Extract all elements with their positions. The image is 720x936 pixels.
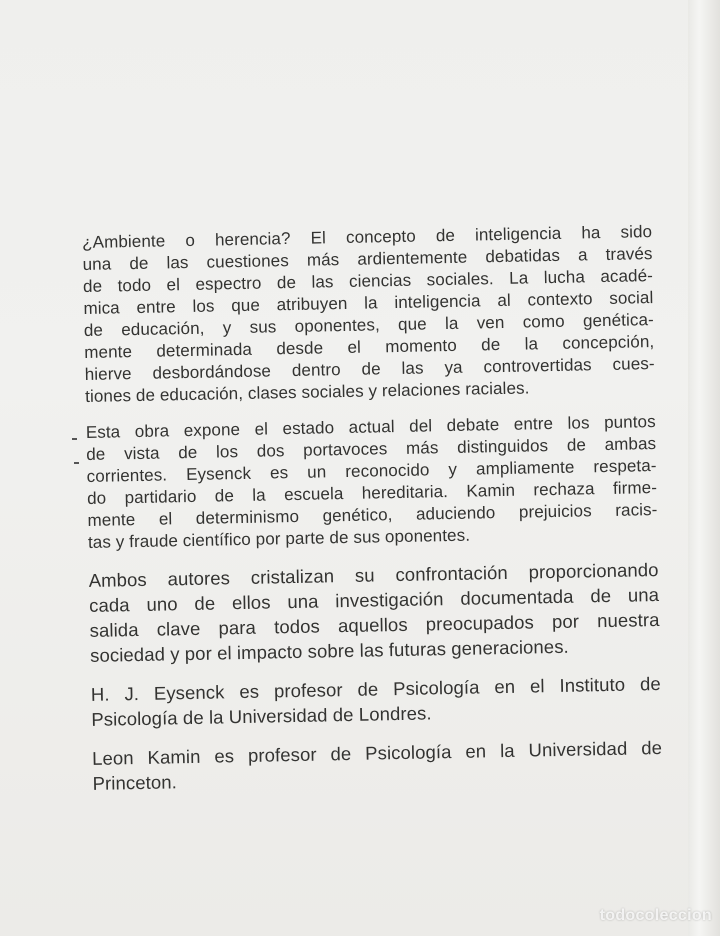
text-line: do partidario de la escuela hereditaria. Kamin rechaza firme- — [86, 478, 658, 508]
text-line: tiones de educación, clases sociales y relaciones raciales. — [84, 378, 530, 406]
text-line: Princeton. — [92, 771, 178, 794]
text-line: Leon Kamin es profesor de Psicología en la Universidad de — [91, 736, 663, 769]
paragraph-kamin-bio — [92, 735, 663, 796]
margin-mark — [74, 462, 79, 464]
text-line: salida clave para todos aquellos preocupados por nuestra — [89, 608, 660, 641]
paragraph-debate — [86, 411, 658, 554]
blurb-text — [82, 221, 663, 810]
watermark: todocoleccion — [599, 907, 712, 924]
text-line: mica entre los que atribuyen la inteligencia al contexto social — [83, 288, 654, 318]
text-line: de vista de los dos portavoces más distinguidos de ambas — [86, 434, 657, 464]
text-line: ¿Ambiente o herencia? El concepto de inteligencia ha sido — [82, 222, 653, 252]
text-line: Psicología de la Universidad de Londres. — [91, 702, 432, 730]
text-line: Ambos autores cristalizan su confrontación proporcionando — [88, 558, 659, 591]
text-line: Esta obra expone el estado actual del debate entre los puntos — [85, 412, 656, 442]
text-line: de educación, y sus oponentes, que la ven como genética- — [83, 310, 654, 340]
text-line: tas y fraude científico por parte de sus oponentes. — [87, 525, 471, 552]
paragraph-authors — [88, 557, 660, 668]
text-line: hierve desbordándose dentro de las ya controvertidas cues- — [84, 354, 655, 384]
page-edge — [688, 0, 720, 936]
text-line: cada uno de ellos una investigación documentada de una — [88, 583, 660, 616]
margin-mark — [72, 438, 77, 440]
text-line: corrientes. Eysenck es un reconocido y ampliamente respeta- — [86, 456, 657, 486]
text-line: mente determinada desde el momento de la concepción, — [84, 332, 655, 362]
text-line: de todo el espectro de las ciencias sociales. La lucha acadé- — [82, 266, 654, 296]
text-line: una de las cuestiones más ardientemente debatidas a través — [82, 244, 653, 274]
text-line: mente el determinismo genético, aduciendo prejuicios racis- — [87, 500, 658, 530]
paragraph-intro — [82, 221, 655, 408]
text-line: sociedad y por el impacto sobre las futuras generaciones. — [89, 635, 569, 666]
text-line: H. J. Eysenck es profesor de Psicología en el Instituto de — [90, 672, 661, 705]
paragraph-eysenck-bio — [91, 671, 662, 732]
